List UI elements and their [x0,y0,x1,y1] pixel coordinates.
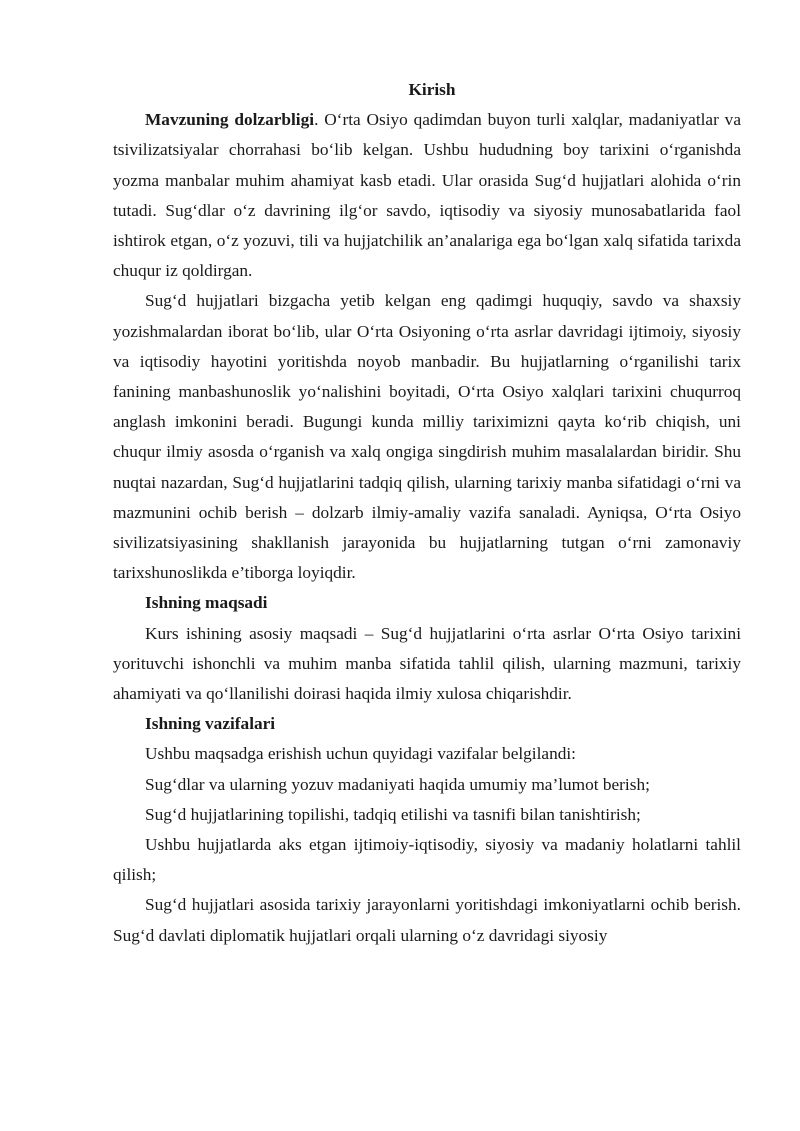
relevance-text: . O‘rta Osiyo qadimdan buyon turli xalqlar, madaniyatlar va tsivilizatsiyalar chorrahasi bo‘lib kelgan. Ushbu hududning boy tarixini o‘rganishda yozma manbalar muhim ahamiyat kasb etadi. Ular orasida Sug‘d hujjatlari alohida o‘rin tutadi. Sug‘dlar o‘z davrining ilg‘or savdo, iqtisodiy va siyosiy munosabatlarida faol ishtirok etgan, o‘z yozuvi, tili va hujjatchilik an’analariga ega bo‘lgan xalq sifatida tarixda chuqur iz qoldirgan. [113,110,741,281]
task-item: Sug‘d hujjatlarining topilishi, tadqiq etilishi va tasnifi bilan tanishtirish; [145,804,641,824]
goal-heading: Ishning maqsadi [145,593,268,613]
page-title: Kirish [408,80,456,99]
task-item: Sug‘d hujjatlari asosida tarixiy jarayonlarni yoritishdagi imkoniyatlarni ochib berish. Sug‘d davlati diplomatik hujjatlari orqali ularning o‘z davridagi siyosiy [113,895,741,945]
task-item: Ushbu hujjatlarda aks etgan ijtimoiy-iqtisodiy, siyosiy va madaniy holatlarni tahlil qilish; [113,835,741,885]
paragraph-sources: Sug‘d hujjatlari bizgacha yetib kelgan eng qadimgi huquqiy, savdo va shaxsiy yozishmalardan iborat bo‘lib, ular O‘rta Osiyoning o‘rta asrlar davridagi ijtimoiy, siyosiy va iqtisodiy hayotini yoritishda noyob manbadir. Bu hujjatlarning o‘rganilishi tarix fanining manbashunoslik yo‘nalishini boyitadi, O‘rta Osiyo xalqlari tarixini chuqurroq anglash imkonini beradi. Bugungi kunda milliy tariximizni qayta ko‘rib chiqish, uni chuqur ilmiy asosda o‘rganish va xalq ongiga singdirish muhim masalalardan biridir. Shu nuqtai nazardan, Sug‘d hujjatlarini tadqiq qilish, ularning tarixiy manba sifatidagi o‘rni va mazmunini ochib berish – dolzarb ilmiy-amaliy vazifa sanaladi. Ayniqsa, O‘rta Osiyo sivilizatsiyasining shakllanish jarayonida bu hujjatlarning tutgan o‘rni zamonaviy tarixshunoslikda e’tiborga loyiqdir. [113,291,741,583]
paragraph-goal: Kurs ishining asosiy maqsadi – Sug‘d hujjatlarini o‘rta asrlar O‘rta Osiyo tarixini yorituvchi ishonchli va muhim manba sifatida tahlil qilish, ularning mazmuni, tarixiy ahamiyati va qo‘llanilishi doirasi haqida ilmiy xulosa chiqarishdir. [113,623,741,704]
tasks-intro: Ushbu maqsadga erishish uchun quyidagi vazifalar belgilandi: [145,744,576,764]
paragraph-relevance [113,105,741,286]
document-body [113,75,741,951]
tasks-heading: Ishning vazifalari [145,714,276,734]
relevance-lead: Mavzuning dolzarbligi [145,110,315,130]
task-item: Sug‘dlar va ularning yozuv madaniyati haqida umumiy ma’lumot berish; [145,774,650,794]
